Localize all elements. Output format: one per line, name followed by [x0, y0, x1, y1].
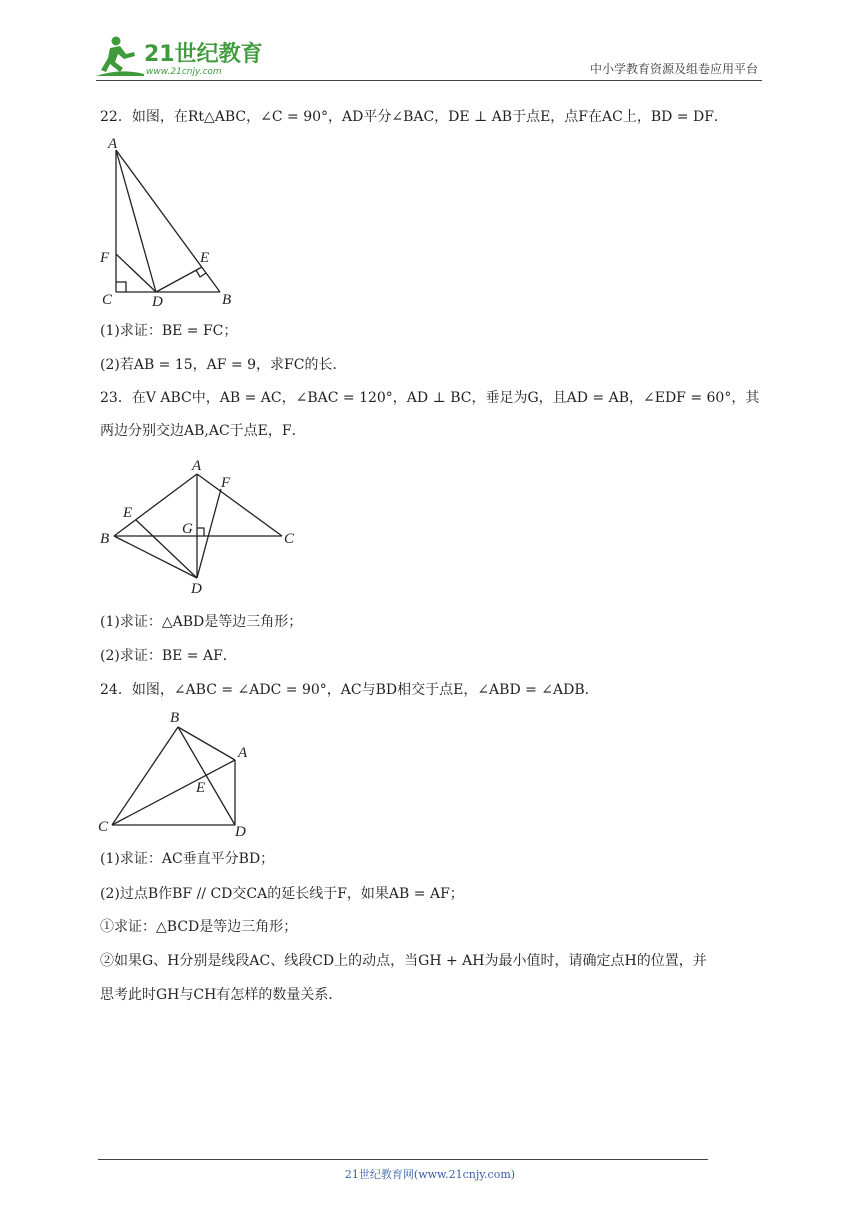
runner-icon	[96, 37, 144, 77]
q23-part2: (2)求证：BE = AF．	[100, 648, 237, 664]
label-g: G	[182, 521, 193, 537]
label-f: F	[100, 250, 110, 266]
q22-figure	[96, 132, 246, 312]
q24-stem: 24．如图，∠ABC = ∠ADC = 90°，AC与BD相交于点E，∠ABD = ∠ADB．	[100, 682, 599, 698]
logo-text: 21世纪教育	[144, 42, 263, 67]
segment-de	[156, 267, 202, 292]
q24-sub2-line1: ②如果G、H分别是线段AC、线段CD上的动点，当GH + AH为最小值时，请确定点H的位置，并	[100, 953, 707, 969]
footer-link[interactable]: 21世纪教育网(www.21cnjy.com)	[344, 1168, 516, 1181]
segment-ad	[116, 150, 156, 292]
logo-url: www.21cnjy.com	[146, 67, 222, 77]
logo	[96, 34, 266, 78]
q23-figure	[96, 455, 306, 600]
label-c: C	[102, 292, 113, 308]
label-d: D	[191, 581, 202, 597]
label-b: B	[100, 531, 110, 547]
page-header	[96, 32, 762, 81]
label-e: E	[196, 780, 206, 796]
q24-part2: (2)过点B作BF // CD交CA的延长线于F，如果AB = AF；	[100, 886, 464, 902]
q22-part2: (2)若AB = 15，AF = 9，求FC的长．	[100, 357, 347, 373]
q23-stem-line1: 23．在V ABC中，AB = AC，∠BAC = 120°，AD ⊥ BC，垂足为G，且AD = AB，∠EDF = 60°，其	[100, 390, 760, 406]
label-a: A	[108, 136, 118, 152]
q22-stem: 22．如图，在Rt△ABC，∠C = 90°，AD平分∠BAC，DE ⊥ AB于点E，点F在AC上，BD = DF．	[100, 109, 728, 125]
label-b: B	[170, 710, 180, 726]
label-f: F	[221, 475, 231, 491]
label-c: C	[284, 531, 295, 547]
right-angle-g	[197, 528, 204, 536]
label-d: D	[235, 824, 246, 840]
platform-name: 中小学教育资源及组卷应用平台	[589, 62, 758, 76]
segment-df	[197, 489, 221, 578]
label-c: C	[98, 819, 109, 835]
q22-part1: (1)求证：BE = FC；	[100, 323, 238, 339]
q24-sub1: ①求证：△BCD是等边三角形；	[100, 919, 298, 935]
q23-stem-line2: 两边分别交边AB,AC于点E，F．	[100, 423, 306, 439]
segment-ab	[116, 150, 220, 292]
label-a: A	[192, 458, 202, 474]
label-e: E	[200, 250, 210, 266]
segment-bd	[178, 727, 235, 825]
segment-bc	[112, 727, 178, 825]
segment-ba	[178, 727, 235, 760]
right-angle-c	[116, 282, 126, 292]
label-b: B	[222, 292, 232, 308]
segment-ac	[197, 474, 282, 536]
label-a: A	[238, 745, 248, 761]
q24-figure	[96, 705, 266, 845]
footer-divider	[98, 1159, 708, 1160]
q23-part1: (1)求证：△ABD是等边三角形；	[100, 614, 303, 630]
label-d: D	[152, 294, 163, 310]
segment-bd	[114, 536, 197, 578]
q24-part1: (1)求证：AC垂直平分BD；	[100, 851, 275, 867]
q24-sub2-line2: 思考此时GH与CH有怎样的数量关系．	[100, 987, 343, 1003]
label-e: E	[123, 505, 133, 521]
